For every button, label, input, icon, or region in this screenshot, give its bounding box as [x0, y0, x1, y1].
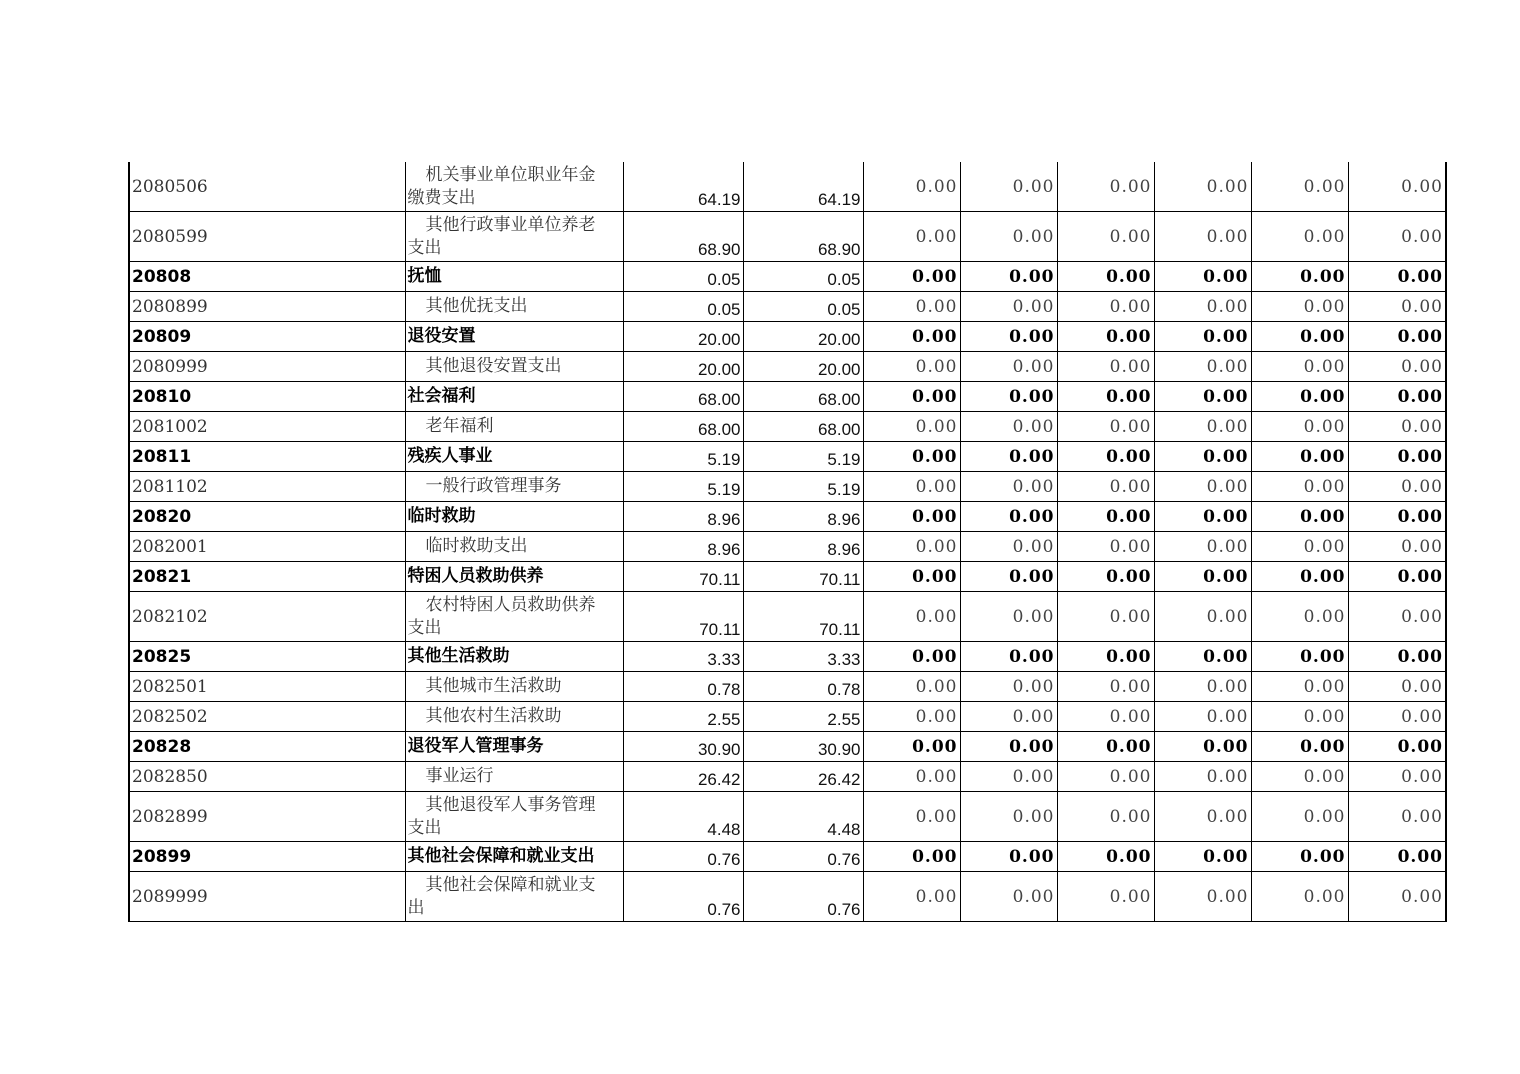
other-fund-amount: 0.00 [863, 672, 960, 702]
subject-name [405, 502, 623, 532]
other-fund-amount: 0.00 [960, 792, 1057, 842]
other-fund-amount: 0.00 [1348, 762, 1446, 792]
other-fund-amount: 0.00 [1154, 352, 1251, 382]
general-budget-amount: 0.76 [743, 872, 863, 922]
table-row [129, 352, 1446, 382]
subject-name-line: 其他优抚支出 [425, 296, 528, 316]
other-fund-amount: 0.00 [863, 162, 960, 212]
subject-name [405, 872, 623, 922]
total-amount: 8.96 [623, 502, 743, 532]
other-fund-amount: 0.00 [863, 292, 960, 322]
table-row [129, 592, 1446, 642]
table-row [129, 872, 1446, 922]
other-fund-amount: 0.00 [1348, 532, 1446, 562]
other-fund-amount: 0.00 [960, 842, 1057, 872]
other-fund-amount: 0.00 [1348, 162, 1446, 212]
other-fund-amount: 0.00 [863, 262, 960, 292]
subject-code: 2082502 [129, 702, 405, 732]
other-fund-amount: 0.00 [960, 672, 1057, 702]
general-budget-amount: 70.11 [743, 592, 863, 642]
subject-name [405, 212, 623, 262]
other-fund-amount: 0.00 [1057, 672, 1154, 702]
other-fund-amount: 0.00 [1057, 352, 1154, 382]
category-row [129, 502, 1446, 532]
other-fund-amount: 0.00 [863, 322, 960, 352]
other-fund-amount: 0.00 [1154, 292, 1251, 322]
subject-name-line: 支出 [407, 237, 442, 258]
other-fund-amount: 0.00 [1348, 352, 1446, 382]
other-fund-amount: 0.00 [1154, 642, 1251, 672]
subject-name [405, 472, 623, 502]
subject-name [405, 842, 623, 872]
other-fund-amount: 0.00 [1348, 502, 1446, 532]
subject-code: 20899 [129, 842, 405, 872]
subject-code: 2082899 [129, 792, 405, 842]
general-budget-amount: 0.05 [743, 262, 863, 292]
other-fund-amount: 0.00 [1154, 322, 1251, 352]
subject-name-line: 其他社会保障和就业支出 [407, 846, 595, 866]
other-fund-amount: 0.00 [1348, 792, 1446, 842]
other-fund-amount: 0.00 [1154, 412, 1251, 442]
subject-name [405, 162, 623, 212]
subject-code: 20811 [129, 442, 405, 472]
total-amount: 0.05 [623, 292, 743, 322]
other-fund-amount: 0.00 [863, 352, 960, 382]
category-row [129, 262, 1446, 292]
table-row [129, 762, 1446, 792]
other-fund-amount: 0.00 [960, 872, 1057, 922]
other-fund-amount: 0.00 [1057, 842, 1154, 872]
subject-code: 20808 [129, 262, 405, 292]
subject-code: 20828 [129, 732, 405, 762]
other-fund-amount: 0.00 [1251, 212, 1348, 262]
category-row [129, 732, 1446, 762]
other-fund-amount: 0.00 [1251, 162, 1348, 212]
subject-name-line: 其他生活救助 [407, 646, 510, 666]
other-fund-amount: 0.00 [863, 642, 960, 672]
other-fund-amount: 0.00 [1348, 702, 1446, 732]
table-row [129, 292, 1446, 322]
other-fund-amount: 0.00 [1057, 702, 1154, 732]
general-budget-amount: 3.33 [743, 642, 863, 672]
subject-code: 2082850 [129, 762, 405, 792]
other-fund-amount: 0.00 [1251, 672, 1348, 702]
general-budget-amount: 8.96 [743, 502, 863, 532]
table-row [129, 532, 1446, 562]
other-fund-amount: 0.00 [1154, 702, 1251, 732]
table-body [129, 162, 1446, 922]
subject-name [405, 262, 623, 292]
other-fund-amount: 0.00 [1251, 352, 1348, 382]
other-fund-amount: 0.00 [1057, 292, 1154, 322]
other-fund-amount: 0.00 [960, 732, 1057, 762]
subject-name-line: 事业运行 [425, 766, 494, 786]
other-fund-amount: 0.00 [863, 872, 960, 922]
general-budget-amount: 26.42 [743, 762, 863, 792]
other-fund-amount: 0.00 [1057, 872, 1154, 922]
other-fund-amount: 0.00 [1348, 472, 1446, 502]
subject-name-line: 支出 [407, 817, 442, 838]
total-amount: 30.90 [623, 732, 743, 762]
general-budget-amount: 4.48 [743, 792, 863, 842]
general-budget-amount: 0.05 [743, 292, 863, 322]
other-fund-amount: 0.00 [1348, 292, 1446, 322]
table-row [129, 702, 1446, 732]
table-row [129, 212, 1446, 262]
category-row [129, 322, 1446, 352]
other-fund-amount: 0.00 [863, 442, 960, 472]
subject-name [405, 442, 623, 472]
subject-code: 20821 [129, 562, 405, 592]
table-row [129, 472, 1446, 502]
other-fund-amount: 0.00 [1154, 162, 1251, 212]
subject-name-line: 支出 [407, 617, 442, 638]
other-fund-amount: 0.00 [960, 292, 1057, 322]
other-fund-amount: 0.00 [1251, 262, 1348, 292]
general-budget-amount: 8.96 [743, 532, 863, 562]
other-fund-amount: 0.00 [1154, 502, 1251, 532]
subject-code: 2082501 [129, 672, 405, 702]
other-fund-amount: 0.00 [1057, 762, 1154, 792]
other-fund-amount: 0.00 [1154, 792, 1251, 842]
total-amount: 20.00 [623, 352, 743, 382]
other-fund-amount: 0.00 [863, 382, 960, 412]
other-fund-amount: 0.00 [1251, 442, 1348, 472]
subject-name [405, 762, 623, 792]
general-budget-amount: 30.90 [743, 732, 863, 762]
total-amount: 4.48 [623, 792, 743, 842]
other-fund-amount: 0.00 [960, 472, 1057, 502]
other-fund-amount: 0.00 [1154, 442, 1251, 472]
general-budget-amount: 5.19 [743, 442, 863, 472]
other-fund-amount: 0.00 [1251, 842, 1348, 872]
category-row [129, 642, 1446, 672]
subject-code: 2080506 [129, 162, 405, 212]
other-fund-amount: 0.00 [1251, 322, 1348, 352]
other-fund-amount: 0.00 [863, 702, 960, 732]
subject-name-line: 特困人员救助供养 [407, 566, 544, 586]
subject-name [405, 322, 623, 352]
general-budget-amount: 20.00 [743, 352, 863, 382]
subject-name-line: 其他农村生活救助 [425, 706, 562, 726]
other-fund-amount: 0.00 [960, 352, 1057, 382]
other-fund-amount: 0.00 [960, 382, 1057, 412]
category-row [129, 442, 1446, 472]
other-fund-amount: 0.00 [1348, 382, 1446, 412]
total-amount: 68.90 [623, 212, 743, 262]
subject-code: 2082102 [129, 592, 405, 642]
subject-name-line: 其他行政事业单位养老 [425, 214, 596, 235]
subject-name [405, 592, 623, 642]
other-fund-amount: 0.00 [1154, 472, 1251, 502]
other-fund-amount: 0.00 [1348, 642, 1446, 672]
other-fund-amount: 0.00 [1057, 472, 1154, 502]
subject-name [405, 292, 623, 322]
other-fund-amount: 0.00 [1251, 642, 1348, 672]
other-fund-amount: 0.00 [863, 212, 960, 262]
other-fund-amount: 0.00 [1251, 872, 1348, 922]
subject-code: 2081102 [129, 472, 405, 502]
other-fund-amount: 0.00 [863, 762, 960, 792]
total-amount: 0.05 [623, 262, 743, 292]
total-amount: 0.76 [623, 872, 743, 922]
subject-code: 2081002 [129, 412, 405, 442]
other-fund-amount: 0.00 [960, 412, 1057, 442]
subject-name-line: 出 [407, 897, 425, 918]
other-fund-amount: 0.00 [1057, 792, 1154, 842]
total-amount: 3.33 [623, 642, 743, 672]
table-row [129, 672, 1446, 702]
other-fund-amount: 0.00 [1057, 642, 1154, 672]
other-fund-amount: 0.00 [1154, 872, 1251, 922]
other-fund-amount: 0.00 [1348, 732, 1446, 762]
other-fund-amount: 0.00 [1154, 762, 1251, 792]
total-amount: 64.19 [623, 162, 743, 212]
subject-code: 2080899 [129, 292, 405, 322]
total-amount: 68.00 [623, 412, 743, 442]
other-fund-amount: 0.00 [1251, 412, 1348, 442]
other-fund-amount: 0.00 [960, 592, 1057, 642]
other-fund-amount: 0.00 [1348, 872, 1446, 922]
total-amount: 8.96 [623, 532, 743, 562]
general-budget-amount: 70.11 [743, 562, 863, 592]
other-fund-amount: 0.00 [1348, 442, 1446, 472]
other-fund-amount: 0.00 [1057, 442, 1154, 472]
subject-code: 2082001 [129, 532, 405, 562]
subject-name [405, 732, 623, 762]
subject-name-line: 社会福利 [407, 386, 476, 406]
other-fund-amount: 0.00 [1251, 502, 1348, 532]
other-fund-amount: 0.00 [1057, 212, 1154, 262]
other-fund-amount: 0.00 [1057, 162, 1154, 212]
total-amount: 5.19 [623, 442, 743, 472]
subject-name-line: 其他社会保障和就业支 [425, 874, 596, 895]
other-fund-amount: 0.00 [1154, 532, 1251, 562]
total-amount: 0.78 [623, 672, 743, 702]
other-fund-amount: 0.00 [1057, 382, 1154, 412]
subject-name-line: 临时救助 [407, 506, 476, 526]
subject-name [405, 352, 623, 382]
other-fund-amount: 0.00 [960, 442, 1057, 472]
general-budget-amount: 5.19 [743, 472, 863, 502]
other-fund-amount: 0.00 [960, 322, 1057, 352]
subject-name-line: 其他退役军人事务管理 [425, 794, 596, 815]
subject-name-line: 缴费支出 [407, 187, 476, 208]
general-budget-amount: 64.19 [743, 162, 863, 212]
other-fund-amount: 0.00 [1348, 672, 1446, 702]
subject-name-line: 老年福利 [425, 416, 494, 436]
other-fund-amount: 0.00 [863, 532, 960, 562]
category-row [129, 382, 1446, 412]
other-fund-amount: 0.00 [1251, 732, 1348, 762]
category-row [129, 562, 1446, 592]
general-budget-amount: 68.00 [743, 382, 863, 412]
subject-name-line: 其他城市生活救助 [425, 676, 562, 696]
other-fund-amount: 0.00 [1154, 382, 1251, 412]
subject-name-line: 机关事业单位职业年金 [425, 164, 596, 185]
other-fund-amount: 0.00 [1348, 262, 1446, 292]
subject-name-line: 抚恤 [407, 266, 442, 286]
other-fund-amount: 0.00 [960, 642, 1057, 672]
other-fund-amount: 0.00 [1348, 212, 1446, 262]
other-fund-amount: 0.00 [1251, 562, 1348, 592]
general-budget-amount: 0.76 [743, 842, 863, 872]
subject-name [405, 672, 623, 702]
subject-code: 20820 [129, 502, 405, 532]
total-amount: 26.42 [623, 762, 743, 792]
other-fund-amount: 0.00 [1251, 792, 1348, 842]
other-fund-amount: 0.00 [1251, 532, 1348, 562]
other-fund-amount: 0.00 [863, 592, 960, 642]
general-budget-amount: 2.55 [743, 702, 863, 732]
other-fund-amount: 0.00 [1251, 702, 1348, 732]
other-fund-amount: 0.00 [960, 532, 1057, 562]
total-amount: 5.19 [623, 472, 743, 502]
subject-name [405, 642, 623, 672]
other-fund-amount: 0.00 [863, 412, 960, 442]
other-fund-amount: 0.00 [1251, 592, 1348, 642]
subject-name [405, 702, 623, 732]
general-budget-amount: 68.00 [743, 412, 863, 442]
subject-name [405, 412, 623, 442]
subject-name-line: 退役军人管理事务 [407, 736, 544, 756]
other-fund-amount: 0.00 [1057, 322, 1154, 352]
subject-name-line: 其他退役安置支出 [425, 356, 562, 376]
other-fund-amount: 0.00 [1057, 532, 1154, 562]
other-fund-amount: 0.00 [960, 502, 1057, 532]
other-fund-amount: 0.00 [1154, 672, 1251, 702]
other-fund-amount: 0.00 [1154, 732, 1251, 762]
other-fund-amount: 0.00 [1348, 322, 1446, 352]
other-fund-amount: 0.00 [863, 842, 960, 872]
other-fund-amount: 0.00 [960, 212, 1057, 262]
subject-name [405, 382, 623, 412]
subject-code: 2080999 [129, 352, 405, 382]
subject-name-line: 退役安置 [407, 326, 476, 346]
other-fund-amount: 0.00 [1251, 472, 1348, 502]
general-budget-amount: 0.78 [743, 672, 863, 702]
other-fund-amount: 0.00 [863, 792, 960, 842]
subject-name-line: 临时救助支出 [425, 536, 528, 556]
general-budget-amount: 20.00 [743, 322, 863, 352]
other-fund-amount: 0.00 [1057, 592, 1154, 642]
other-fund-amount: 0.00 [1348, 562, 1446, 592]
other-fund-amount: 0.00 [960, 702, 1057, 732]
other-fund-amount: 0.00 [1057, 732, 1154, 762]
other-fund-amount: 0.00 [863, 562, 960, 592]
table-row [129, 412, 1446, 442]
other-fund-amount: 0.00 [1057, 412, 1154, 442]
subject-name [405, 532, 623, 562]
subject-code: 20809 [129, 322, 405, 352]
budget-expenditure-table [128, 162, 1447, 922]
other-fund-amount: 0.00 [1348, 412, 1446, 442]
other-fund-amount: 0.00 [863, 732, 960, 762]
other-fund-amount: 0.00 [863, 502, 960, 532]
other-fund-amount: 0.00 [1154, 262, 1251, 292]
total-amount: 68.00 [623, 382, 743, 412]
other-fund-amount: 0.00 [1251, 762, 1348, 792]
other-fund-amount: 0.00 [1251, 382, 1348, 412]
other-fund-amount: 0.00 [960, 262, 1057, 292]
total-amount: 70.11 [623, 562, 743, 592]
subject-code: 20810 [129, 382, 405, 412]
subject-code: 20825 [129, 642, 405, 672]
total-amount: 0.76 [623, 842, 743, 872]
subject-name-line: 残疾人事业 [407, 446, 493, 466]
subject-code: 2080599 [129, 212, 405, 262]
subject-name [405, 562, 623, 592]
general-budget-amount: 68.90 [743, 212, 863, 262]
other-fund-amount: 0.00 [1154, 842, 1251, 872]
other-fund-amount: 0.00 [1154, 562, 1251, 592]
subject-name [405, 792, 623, 842]
table-row [129, 792, 1446, 842]
other-fund-amount: 0.00 [863, 472, 960, 502]
other-fund-amount: 0.00 [1057, 262, 1154, 292]
other-fund-amount: 0.00 [960, 162, 1057, 212]
other-fund-amount: 0.00 [1251, 292, 1348, 322]
other-fund-amount: 0.00 [1348, 592, 1446, 642]
other-fund-amount: 0.00 [1154, 212, 1251, 262]
subject-name-line: 农村特困人员救助供养 [425, 594, 596, 615]
table-row [129, 162, 1446, 212]
total-amount: 20.00 [623, 322, 743, 352]
category-row [129, 842, 1446, 872]
other-fund-amount: 0.00 [960, 762, 1057, 792]
subject-name-line: 一般行政管理事务 [425, 476, 562, 496]
other-fund-amount: 0.00 [1348, 842, 1446, 872]
total-amount: 2.55 [623, 702, 743, 732]
other-fund-amount: 0.00 [1057, 562, 1154, 592]
other-fund-amount: 0.00 [1057, 502, 1154, 532]
other-fund-amount: 0.00 [960, 562, 1057, 592]
total-amount: 70.11 [623, 592, 743, 642]
subject-code: 2089999 [129, 872, 405, 922]
other-fund-amount: 0.00 [1154, 592, 1251, 642]
